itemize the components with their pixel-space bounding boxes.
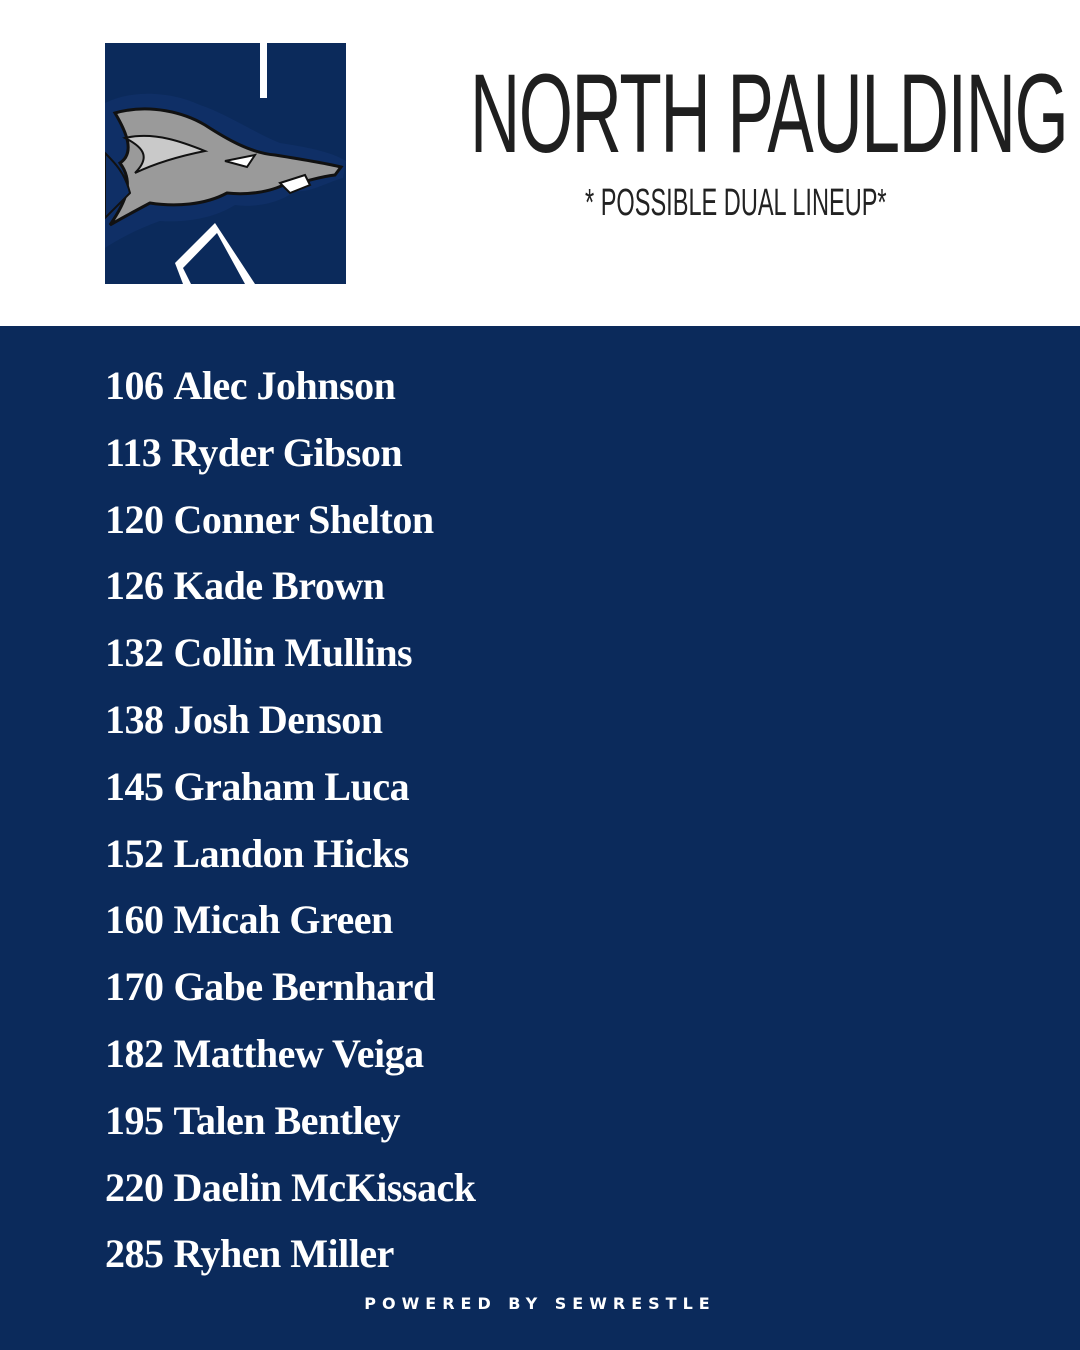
weight-class: 160 [105,897,164,943]
roster-row-120 [105,492,475,559]
wrestler-name: Ryder Gibson [171,429,403,475]
wrestler-name: Conner Shelton [173,496,434,542]
weight-class: 152 [105,830,164,876]
wrestler-name: Daelin McKissack [173,1164,476,1210]
weight-class: 170 [105,964,164,1010]
weight-class: 113 [105,429,162,475]
roster-row-220 [105,1160,475,1227]
roster-row-195 [105,1093,475,1160]
team-title: NORTH PAULDING [470,51,1068,176]
roster-row-285 [105,1226,475,1293]
wrestler-name: Collin Mullins [173,630,413,676]
weight-class: 145 [105,763,164,809]
roster-row-113 [105,425,475,492]
roster-row-126 [105,558,475,625]
roster-row-145 [105,759,475,826]
weight-class: 182 [105,1030,164,1076]
weight-class: 138 [105,696,164,742]
wrestler-name: Alec Johnson [173,363,396,408]
roster-list [105,358,475,1293]
wrestler-name: Kade Brown [173,563,385,609]
lineup-subtitle: * POSSIBLE DUAL LINEUP* [585,182,887,224]
team-logo [105,43,346,284]
weight-class: 126 [105,563,164,609]
weight-class: 120 [105,496,164,542]
weight-class: 220 [105,1164,164,1210]
wrestler-name: Talen Bentley [173,1097,400,1143]
wrestler-name: Ryhen Miller [173,1231,394,1277]
weight-class: 132 [105,630,164,676]
roster-row-138 [105,692,475,759]
roster-row-132 [105,625,475,692]
weight-class: 106 [105,363,164,408]
roster-row-152 [105,826,475,893]
wolf-logo-icon [105,43,346,284]
wrestler-name: Josh Denson [173,696,383,742]
wrestler-name: Micah Green [173,897,393,943]
roster-row-182 [105,1026,475,1093]
roster-row-106 [105,358,475,425]
wrestler-name: Graham Luca [173,763,410,809]
roster-panel [0,326,1080,1350]
powered-by-footer: POWERED BY SEWRESTLE [364,1294,716,1313]
weight-class: 285 [105,1231,164,1277]
weight-class: 195 [105,1097,164,1143]
wrestler-name: Landon Hicks [173,830,409,876]
wrestler-name: Matthew Veiga [173,1030,424,1076]
wrestler-name: Gabe Bernhard [173,964,435,1010]
roster-row-160 [105,892,475,959]
header [0,0,1080,326]
roster-row-170 [105,959,475,1026]
